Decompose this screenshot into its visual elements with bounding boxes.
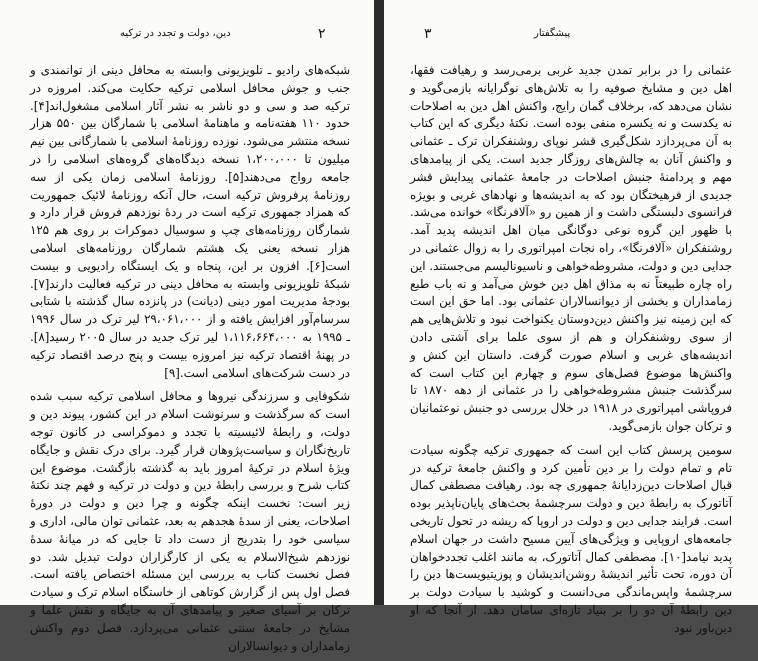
right-page — [384, 0, 758, 635]
page-body — [410, 62, 732, 644]
running-head: دین، دولت و تجدد در ترکیه — [120, 28, 231, 39]
page-body — [30, 62, 350, 661]
paragraph: سومین پرسش کتاب این است که جمهوری ترکیه چگونه سیادت تام و تمام دولت را بر دین تأمین کرد و واکنش جامعهٔ ترکیه در قبال اصلاحات دین‌زدایانهٔ جمهوری چه بود. رهیافت مصطفی کمال آتاتورک به رابطهٔ دین و دولت سرچشمهٔ بحث‌های پایان‌ناپذیر بوده است. فرایند جدایی دین و دولت در اروپا که ریشه در تحول تاریخی جامعه‌های اروپایی و ویژگی‌های آیین مسیح داشت در جهان اسلام پدید نیامد[۱۰]. مصطفی کمال آتاتورک، به مانند اغلب تجددخواهان آن دوره، تحت تأثیر اندیشهٔ روشن‌اندیشان و پوزیتیویست‌ها دین را سرچشمهٔ واپس‌ماندگی می‌دانست و کوشید با سیادت دولت بر دین رابطهٔ آن دو را بر بنیاد تازه‌ای سامان دهد. از آنجا که او دین‌باور نبود — [410, 442, 732, 635]
page-number: ۳ — [424, 26, 432, 42]
running-head: پیشگفتار — [534, 28, 571, 39]
paragraph: شبکه‌های رادیو ـ تلویزیونی وابسته به محافل دینی از توانمندی و جنب و جوش محافل اسلامی ترکیه حکایت می‌کند. امروزه در ترکیه صد و سی و دو ناشر به نشر آثار اسلامی مشغول‌اند[۴]. حدود ۱۱۰ هفته‌نامه و ماهنامهٔ اسلامی با شمارگان بین ۵۵۰ هزار نسخه منتشر می‌شود. نوزده روزنامهٔ اسلامی با شمارگانی بین نیم میلیون تا ۱،۲۰۰،۰۰۰ نسخه دیدگاه‌های گروه‌های اسلامی را در جامعه رواج می‌دهند[۵]. روزنامهٔ اسلامی زمان یکی از سه روزنامهٔ پرفروش ترکیه است، حال آنکه روزنامهٔ لائیک جمهوریت که همزاد جمهوری ترکیه است در ردهٔ نوزدهم فروش قرار دارد و شمارگان روزنامه‌های چپ و سوسیال دموکرات بر روی هم ۱۲۵ هزار نسخه یعنی یک هشتم شمارگان روزنامه‌های اسلامی است[۶]. افزون بر این، پنجاه و یک ایستگاه رادیویی و بیست شبکهٔ تلویزیونی وابسته به محافل دینی در ترکیه فعالیت دارند[۷]. بودجهٔ مدیریت امور دینی (دیانت) در پانزده سال گذشته با شتابی سرسام‌آور افزایش یافته و از ۲۹،۰۶۱،۰۰۰ لیر ترک در سال ۱۹۹۶ ـ ۱۹۹۵ به ۱،۱۱۶،۶۶۴،۰۰۰ لیر ترک جدید در سال ۲۰۰۵ رسید[۸]. در پهنهٔ اقتصاد ترکیه نیز امروزه بیست و پنج درصد اقتصاد ترکیه در دست شرکت‌های اسلامی است.[۹] — [30, 63, 351, 380]
page-number: ۲ — [318, 26, 326, 42]
paragraph: شکوفایی و سرزندگی نیروها و محافل اسلامی ترکیه سبب شده است که سرگذشت و سرنوشت اسلام در این کشور، پیوند دین و دولت، و رابطهٔ لائیسیته با تجدد و دموکراسی در کانون توجه تاریخ‌نگاران و سیاست‌پژوهان قرار گیرد. برای درک نقش و جایگاه ویژهٔ اسلام در ترکیهٔ امروز باید به گذشته بازگشت. موضوع این کتاب شرح و بررسی رابطهٔ دین و دولت در ترکیه و فهم چند نکتهٔ زیر است: نخست اینکه چگونه و چرا دین و دولت در دورهٔ اصلاحات، یعنی از سدهٔ هجدهم به بعد، عثمانی توان مالی، اداری و سیاسی خود را بتدریج از دست داد تا جایی که در میانهٔ سدهٔ نوزدهم شیخ‌الاسلام به یکی از کارگزاران دولت تبدیل شد. دو فصل نخست کتاب به بررسی این مسئله اختصاص یافته است. فصل اول پس از گزارش کوتاهی از خاستگاه اسلام ترک و سیادت ترکان بر آسیای صغیر و پیامدهای آن به جایگاه و نقش علما و مشایخ در جامعهٔ سنتی عثمانی می‌پردازد. فصل دوم واکنش زمامداران و دیوانسالاران — [30, 389, 350, 653]
paragraph: عثمانی را در برابر تمدن جدید غربی برمی‌رسد و رهیافت فقها، اهل دین و مشایخ صوفیه را به تلاش‌های نوگرایانه بازمی‌گوید و نشان می‌دهد که، برخلاف گمان رایج، واکنش اهل دین به اصلاحات نه یکدست و نه یکسره منفی بوده است. نکتهٔ دیگری که این کتاب به آن می‌پردازد شکل‌گیری قشر نوپای روشنفکران ترک ـ عثمانی و واکنش آنان به چالش‌های روزگار جدید است. یکی از پیامدهای مهم و پردامنهٔ جنبش اصلاحات در جامعهٔ عثمانی پیدایش قشر جدیدی از فرهیختگان بود که به اندیشه‌ها و نهادهای غربی و بویژه فرانسوی دلبستگی داشت و از همین رو «آلافرنگا» خوانده می‌شد. با ظهور این گروه نوعی دوگانگی میان اهل اندیشه پدید آمد. روشنفکران «آلافرنگا»، راه نجات امپراتوری را به زوال عثمانی در جدایی دین و دولت، مشروطه‌خواهی و ناسیونالیسم می‌جستند. این راه چاره طبیعتاً نه به مذاق اهل دین خوش می‌آمد و نه باب طبع زمامداران و بخشی از دیوانسالاران عثمانی بود. اما حق این است که این زمینه نیز واکنش دین‌دوستان یکنواخت نبود و تلاش‌هایی هم از سوی روشنفکران و هم از سوی علما برای آشتی دادن اندیشه‌های غربی و اسلام صورت گرفت. داستان این کنش و واکنش‌ها موضوع فصل‌های سوم و چهارم این کتاب است که سرگذشت جنبش مشروطه‌خواهی را در عثمانی از دهه ۱۸۷۰ تا فروپاشی امپراتوری در ۱۹۱۸ در خلال بررسی دو جنبش نوعثمانیان و ترکان جوان بازمی‌گوید. — [410, 63, 733, 433]
left-page — [0, 0, 374, 653]
book-gutter — [374, 0, 384, 605]
